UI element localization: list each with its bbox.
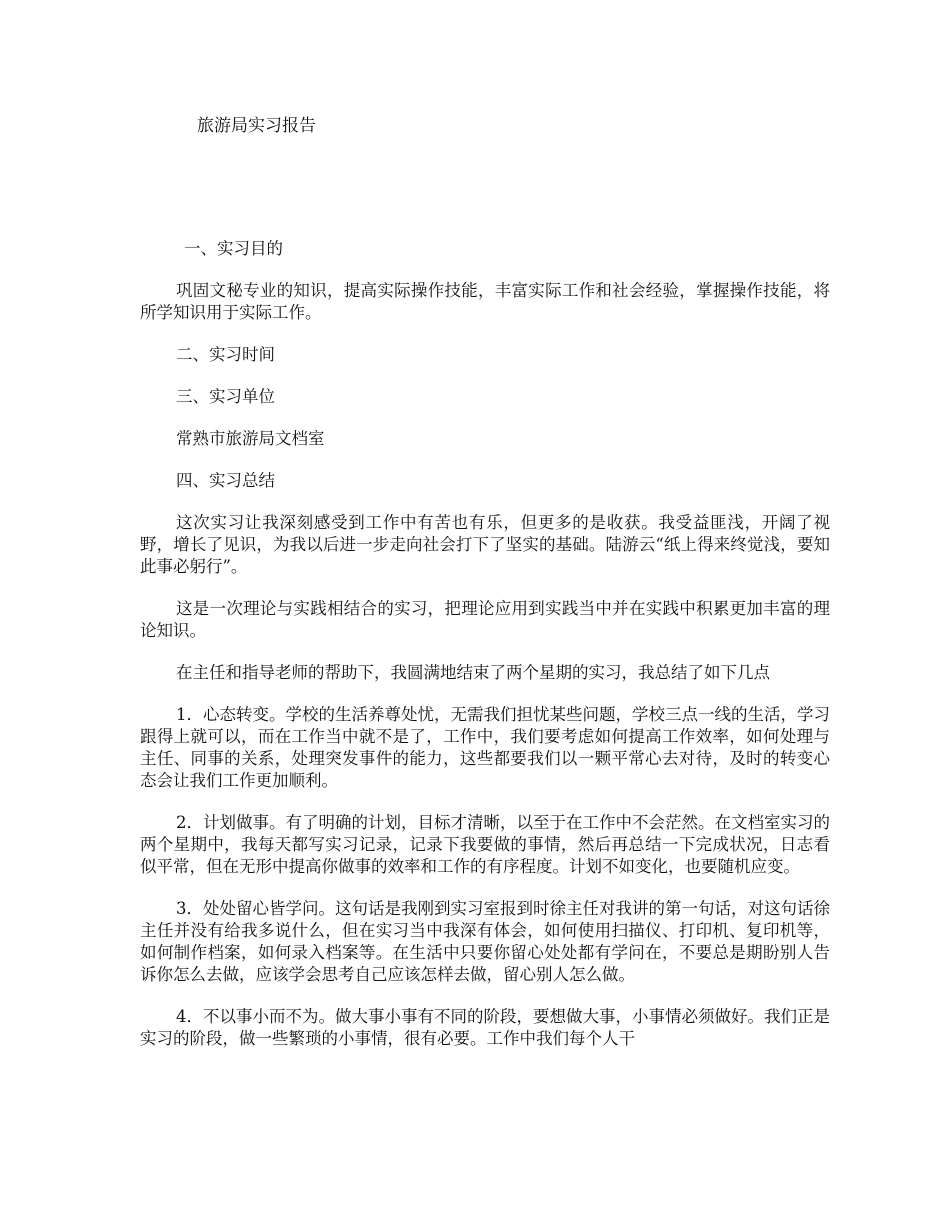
section-heading-unit: 三、实习单位	[176, 387, 275, 406]
paragraph-summary-intro: 这次实习让我深刻感受到工作中有苦也有乐，但更多的是收获。我受益匪浅，开阔了视野，增长了见识，为我以后进一步走向社会打下了坚实的基础。陆游云“纸上得来终觉浅，要知此事必躬行”。	[140, 513, 830, 576]
paragraph-theory-practice: 这是一次理论与实践相结合的实习，把理论应用到实践当中并在实践中积累更加丰富的理论知识。	[140, 599, 830, 640]
paragraph-point-1: 1．心态转变。学校的生活养尊处忧，无需我们担忧某些问题，学校三点一线的生活，学习跟得上就可以，而在工作当中就不是了，工作中，我们要考虑如何提高工作效率，如何处理与主任、同事的关系，处理突发事件的能力，这些都要我们以一颗平常心去对待，及时的转变心态会让我们工作更加顺利。	[140, 705, 830, 790]
paragraph-purpose: 巩固文秘专业的知识，提高实际操作技能，丰富实际工作和社会经验，掌握操作技能，将所学知识用于实际工作。	[140, 281, 830, 322]
paragraph-point-4: 4．不以事小而不为。做大事小事有不同的阶段，要想做大事，小事情必须做好。我们正是实习的阶段，做一些繁琐的小事情，很有必要。工作中我们每个人干	[140, 1007, 830, 1048]
document-body	[140, 238, 830, 1070]
section-heading-purpose: 一、实习目的	[184, 239, 283, 258]
paragraph-point-2: 2．计划做事。有了明确的计划，目标才清晰，以至于在工作中不会茫然。在文档室实习的两个星期中，我每天都写实习记录，记录下我要做的事情，然后再总结一下完成状况，日志看似平常，但在无形中提高你做事的效率和工作的有序程度。计划不如变化，也要随机应变。	[140, 813, 830, 876]
document-title: 旅游局实习报告	[197, 116, 316, 136]
paragraph-points-intro: 在主任和指导老师的帮助下，我圆满地结束了两个星期的实习，我总结了如下几点	[176, 663, 770, 682]
section-heading-time: 二、实习时间	[176, 345, 275, 364]
section-heading-summary: 四、实习总结	[176, 471, 275, 490]
unit-name: 常熟市旅游局文档室	[176, 429, 325, 448]
paragraph-point-3: 3．处处留心皆学问。这句话是我刚到实习室报到时徐主任对我讲的第一句话，对这句话徐主任并没有给我多说什么，但在实习当中我深有体会，如何使用扫描仪、打印机、复印机等，如何制作档案，如何录入档案等。在生活中只要你留心处处都有学问在，不要总是期盼别人告诉你怎么去做，应该学会思考自己应该怎样去做，留心别人怎么做。	[140, 899, 830, 984]
